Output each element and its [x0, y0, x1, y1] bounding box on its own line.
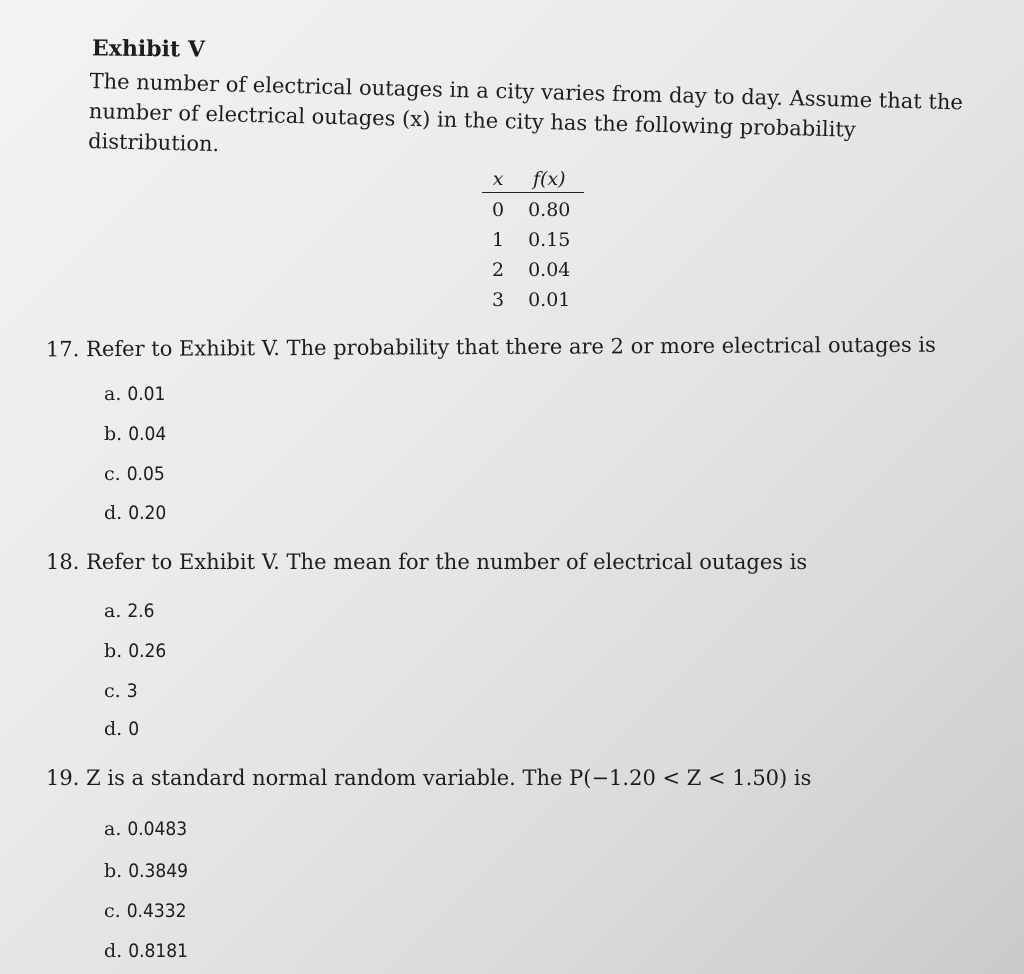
table-cell-fx: 0.01	[528, 289, 571, 311]
table-cell-x: 1	[492, 229, 505, 251]
option-label: b.	[104, 640, 123, 662]
option-value: 0.4332	[126, 900, 187, 922]
question-17	[46, 333, 936, 362]
table-cell-fx: 0.04	[528, 259, 571, 281]
option-value: 3	[126, 680, 138, 702]
question-text: Refer to Exhibit V. The mean for the number of electrical outages is	[86, 550, 808, 574]
column-header-x: x	[482, 168, 518, 193]
q18-option-a[interactable]	[104, 600, 155, 622]
option-value: 0.8181	[128, 940, 188, 962]
option-value: 0.05	[126, 463, 165, 485]
q19-option-b[interactable]	[104, 860, 188, 882]
option-value: 0	[128, 718, 140, 740]
exhibit-intro: The number of electrical outages in a city varies from day to day. Assume that the number of electrical outages (x) in the city has the following probability distribution.	[87, 68, 964, 157]
question-text: Refer to Exhibit V. The probability that there are 2 or more electrical outages is	[86, 332, 936, 362]
option-label: a.	[104, 383, 122, 405]
option-value: 0.20	[128, 502, 167, 524]
q17-option-a[interactable]	[104, 383, 165, 405]
option-label: c.	[104, 463, 121, 485]
option-label: d.	[104, 940, 123, 962]
q18-option-d[interactable]	[104, 718, 139, 740]
option-label: c.	[104, 680, 121, 702]
q17-option-b[interactable]	[104, 423, 166, 445]
exhibit-title: Exhibit V	[91, 35, 206, 63]
question-19	[46, 766, 811, 790]
option-label: a.	[104, 600, 122, 622]
table-cell-x: 2	[492, 259, 505, 281]
q17-option-c[interactable]	[104, 463, 165, 485]
question-text: Z is a standard normal random variable. The P(−1.20 < Z < 1.50) is	[86, 766, 812, 790]
table-row	[482, 193, 584, 224]
q19-option-c[interactable]	[104, 900, 186, 922]
table-row	[482, 253, 584, 283]
table-cell-x: 0	[492, 199, 505, 221]
table-cell-fx: 0.80	[528, 199, 571, 221]
option-label: c.	[104, 900, 121, 922]
option-value: 0.26	[128, 640, 167, 662]
probability-distribution-table	[482, 168, 584, 313]
question-number: 17.	[45, 337, 80, 362]
table-cell-x: 3	[492, 289, 505, 311]
column-header-fx: f(x)	[518, 168, 584, 193]
option-value: 0.04	[128, 423, 167, 445]
table-header-row	[482, 168, 584, 193]
option-value: 0.01	[127, 383, 166, 405]
question-number: 19.	[46, 766, 80, 790]
table-row	[482, 223, 584, 253]
option-value: 0.0483	[127, 818, 188, 840]
option-label: d.	[104, 718, 123, 740]
option-value: 0.3849	[128, 860, 188, 882]
question-number: 18.	[46, 550, 80, 574]
option-label: a.	[104, 818, 122, 840]
q18-option-c[interactable]	[104, 680, 138, 702]
table-cell-fx: 0.15	[528, 229, 571, 251]
q17-option-d[interactable]	[104, 502, 166, 524]
question-18	[46, 550, 807, 574]
option-label: d.	[104, 502, 123, 524]
table-row	[482, 283, 584, 313]
q19-option-d[interactable]	[104, 940, 188, 962]
q19-option-a[interactable]	[104, 818, 187, 840]
q18-option-b[interactable]	[104, 640, 166, 662]
option-label: b.	[104, 860, 123, 882]
option-value: 2.6	[127, 600, 155, 622]
option-label: b.	[104, 423, 123, 445]
bleed-through-text	[120, 168, 125, 189]
